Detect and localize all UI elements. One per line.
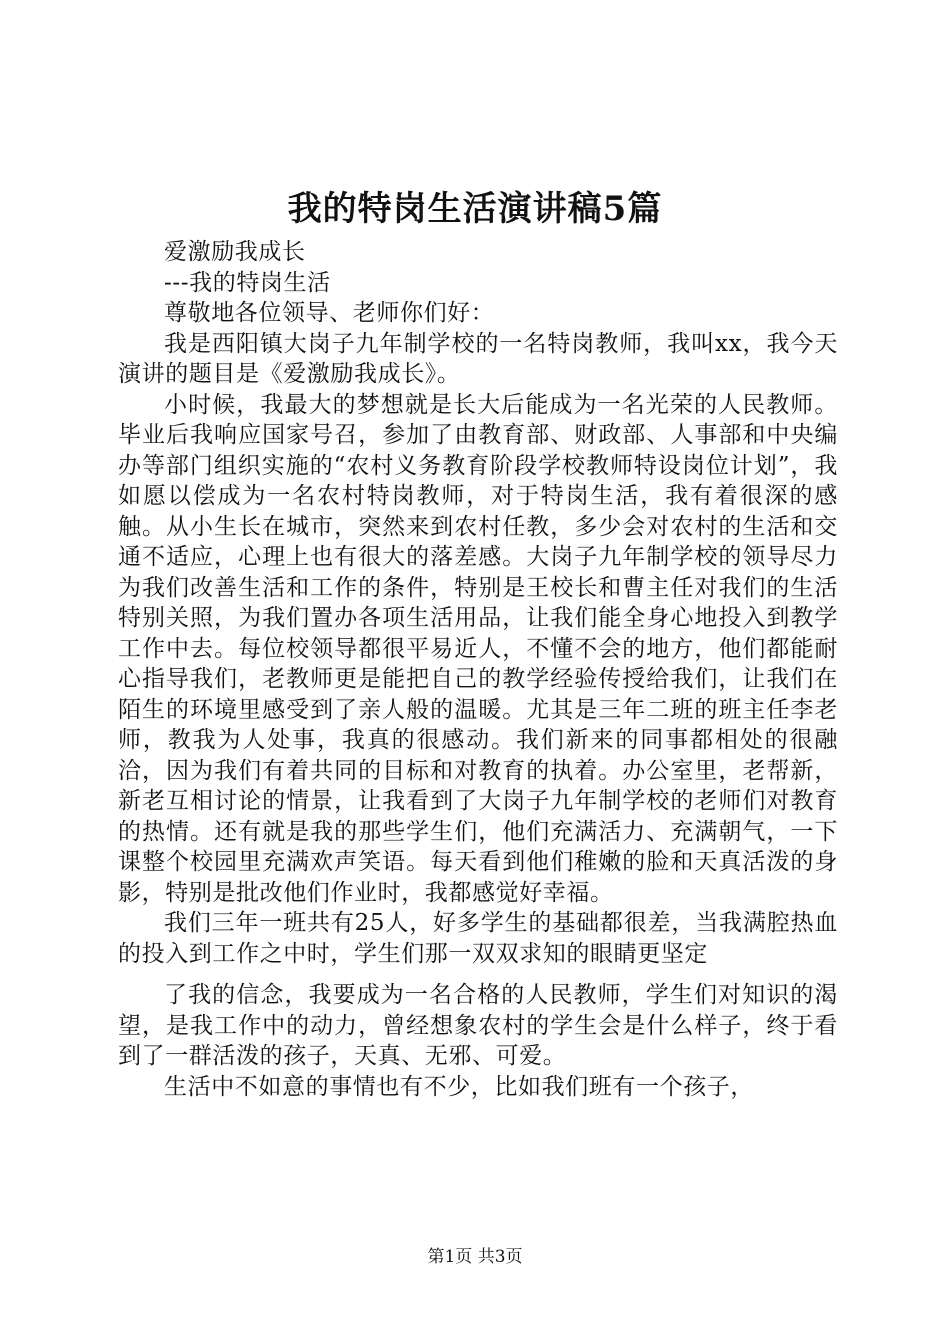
paragraph-class: 我们三年一班共有25人，好多学生的基础都很差，当我满腔热血的投入到工作之中时，学生们那一双双求知的眼睛更坚定 — [118, 910, 838, 967]
paragraph-belief: 了我的信念，我要成为一名合格的人民教师，学生们对知识的渴望，是我工作中的动力，曾经想象农村的学生会是什么样子，终于看到了一群活泼的孩子，天真、无邪、可爱。 — [118, 982, 838, 1069]
paragraph-subtitle-secondary: ---我的特岗生活 — [164, 269, 331, 296]
document-body — [118, 237, 838, 1102]
paragraph-intro: 我是西阳镇大岗子九年制学校的一名特岗教师，我叫xx，我今天演讲的题目是《爱激励我成长》。 — [118, 330, 838, 387]
page-footer: 第1页 共3页 — [427, 1247, 523, 1267]
paragraph-greeting: 尊敬地各位领导、老师你们好： — [164, 300, 495, 326]
paragraph-story: 小时候，我最大的梦想就是长大后能成为一名光荣的人民教师。毕业后我响应国家号召，参加了由教育部、财政部、人事部和中央编办等部门组织实施的“农村义务教育阶段学校教师特设岗位计划”，我如愿以偿成为一名农村特岗教师，对于特岗生活，我有着很深的感触。从小生长在城市，突然来到农村任教，多少会对农村的生活和交通不适应，心理上也有很大的落差感。大岗子九年制学校的领导尽力为我们改善生活和工作的条件，特别是王校长和曹主任对我们的生活特别关照，为我们置办各项生活用品，让我们能全身心地投入到教学工作中去。每位校领导都很平易近人，不懂不会的地方，他们都能耐心指导我们，老教师更是能把自己的教学经验传授给我们，让我们在陌生的环境里感受到了亲人般的温暖。尤其是三年二班的班主任李老师，教我为人处事，我真的很感动。我们新来的同事都相处的很融洽，因为我们有着共同的目标和对教育的执着。办公室里，老帮新，新老互相讨论的情景，让我看到了大岗子九年制学校的老师们对教育的热情。还有就是我的那些学生们，他们充满活力、充满朝气，一下课整个校园里充满欢声笑语。每天看到他们稚嫩的脸和天真活泼的身影，特别是批改他们作业时，我都感觉好幸福。 — [118, 391, 838, 906]
paragraph-life: 生活中不如意的事情也有不少，比如我们班有一个孩子， — [164, 1073, 754, 1100]
paragraph-subtitle: 爱激励我成长 — [164, 239, 306, 265]
document-title: 我的特岗生活演讲稿5篇 — [287, 189, 663, 229]
